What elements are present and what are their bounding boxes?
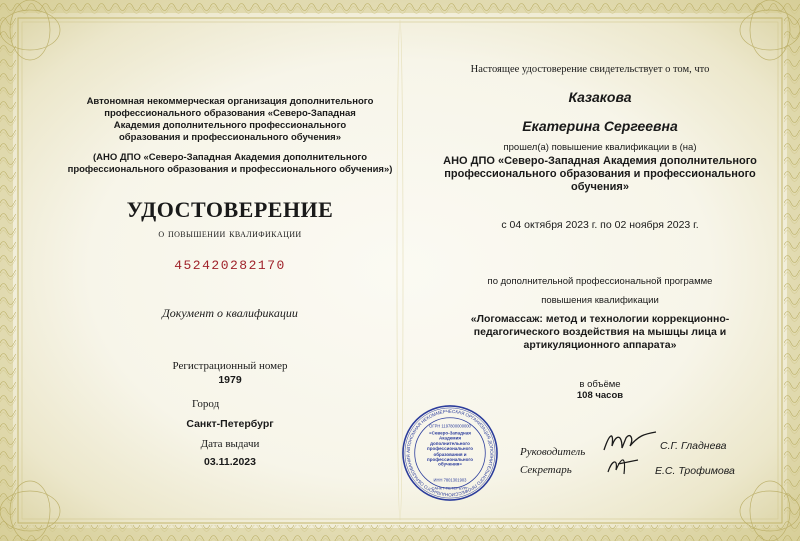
seal-city: САНКТ-ПЕТЕРБУРГ [431,485,469,491]
seal-outer-text: АВТОНОМНАЯ НЕКОММЕРЧЕСКАЯ ОРГАНИЗАЦИЯ ДОПОЛНИТЕЛЬНОГО ПРОФЕССИОНАЛЬНОГО ОБРАЗОВАНИЯ [405,408,495,498]
city-label: Город [192,398,220,410]
city-value: Санкт-Петербург [186,418,274,430]
seal-inn: ИНН 7801301903 [433,477,467,483]
program-title: «Логомассаж: метод и технологии коррекционно-педагогического воздействия на мышцы лица и артикуляционного аппарата» [470,313,730,351]
seal-center-text: «Северо-Западная Академия дополнительного профессионального образования и профессионального обучения» [427,430,473,468]
head-label: Руководитель [520,446,586,458]
training-period: с 04 октября 2023 г. по 02 ноября 2023 г. [501,219,699,231]
registration-value: 1979 [218,374,242,386]
training-organization: АНО ДПО «Северо-Западная Академия дополнительного профессионального образования и профессионального обучения» [443,155,757,193]
registration-label: Регистрационный номер [172,360,288,372]
document-title: УДОСТОВЕРЕНИЕ [126,197,334,222]
issue-date-value: 03.11.2023 [204,456,256,468]
document-subtitle: о повышении квалификации [158,226,302,240]
program-line-2: повышения квалификации [541,295,659,306]
document-type: Документ о квалификации [162,306,298,320]
organization-seal [401,404,499,502]
passed-text: прошел(а) повышение квалификации в (на) [503,142,697,153]
volume-value: 108 часов [576,390,624,401]
head-name: С.Г. Гладнева [660,440,727,452]
seal-ogrn: ОГРН 1197800000000 [429,423,471,429]
serial-number: 452420282170 [174,258,286,273]
issuer-full-name: Автономная некоммерческая организация дополнительного профессионального образования «Северо-Западная Академия дополнительного профессионального образования и профессионального обучения» [86,96,374,143]
intro-text: Настоящее удостоверение свидетельствует о том, что [470,64,710,75]
program-line-1: по дополнительной профессиональной программе [487,276,713,287]
secretary-signature [604,452,644,478]
secretary-name: Е.С. Трофимова [655,465,735,477]
holder-surname: Казакова [568,89,632,105]
issue-date-label: Дата выдачи [200,438,260,450]
secretary-label: Секретарь [520,464,572,476]
issuer-short-name: (АНО ДПО «Северо-Западная Академия дополнительного профессионального образования и профессионального обучения») [67,152,393,175]
volume-label: в объёме [579,379,621,390]
holder-name: Екатерина Сергеевна [522,118,678,134]
